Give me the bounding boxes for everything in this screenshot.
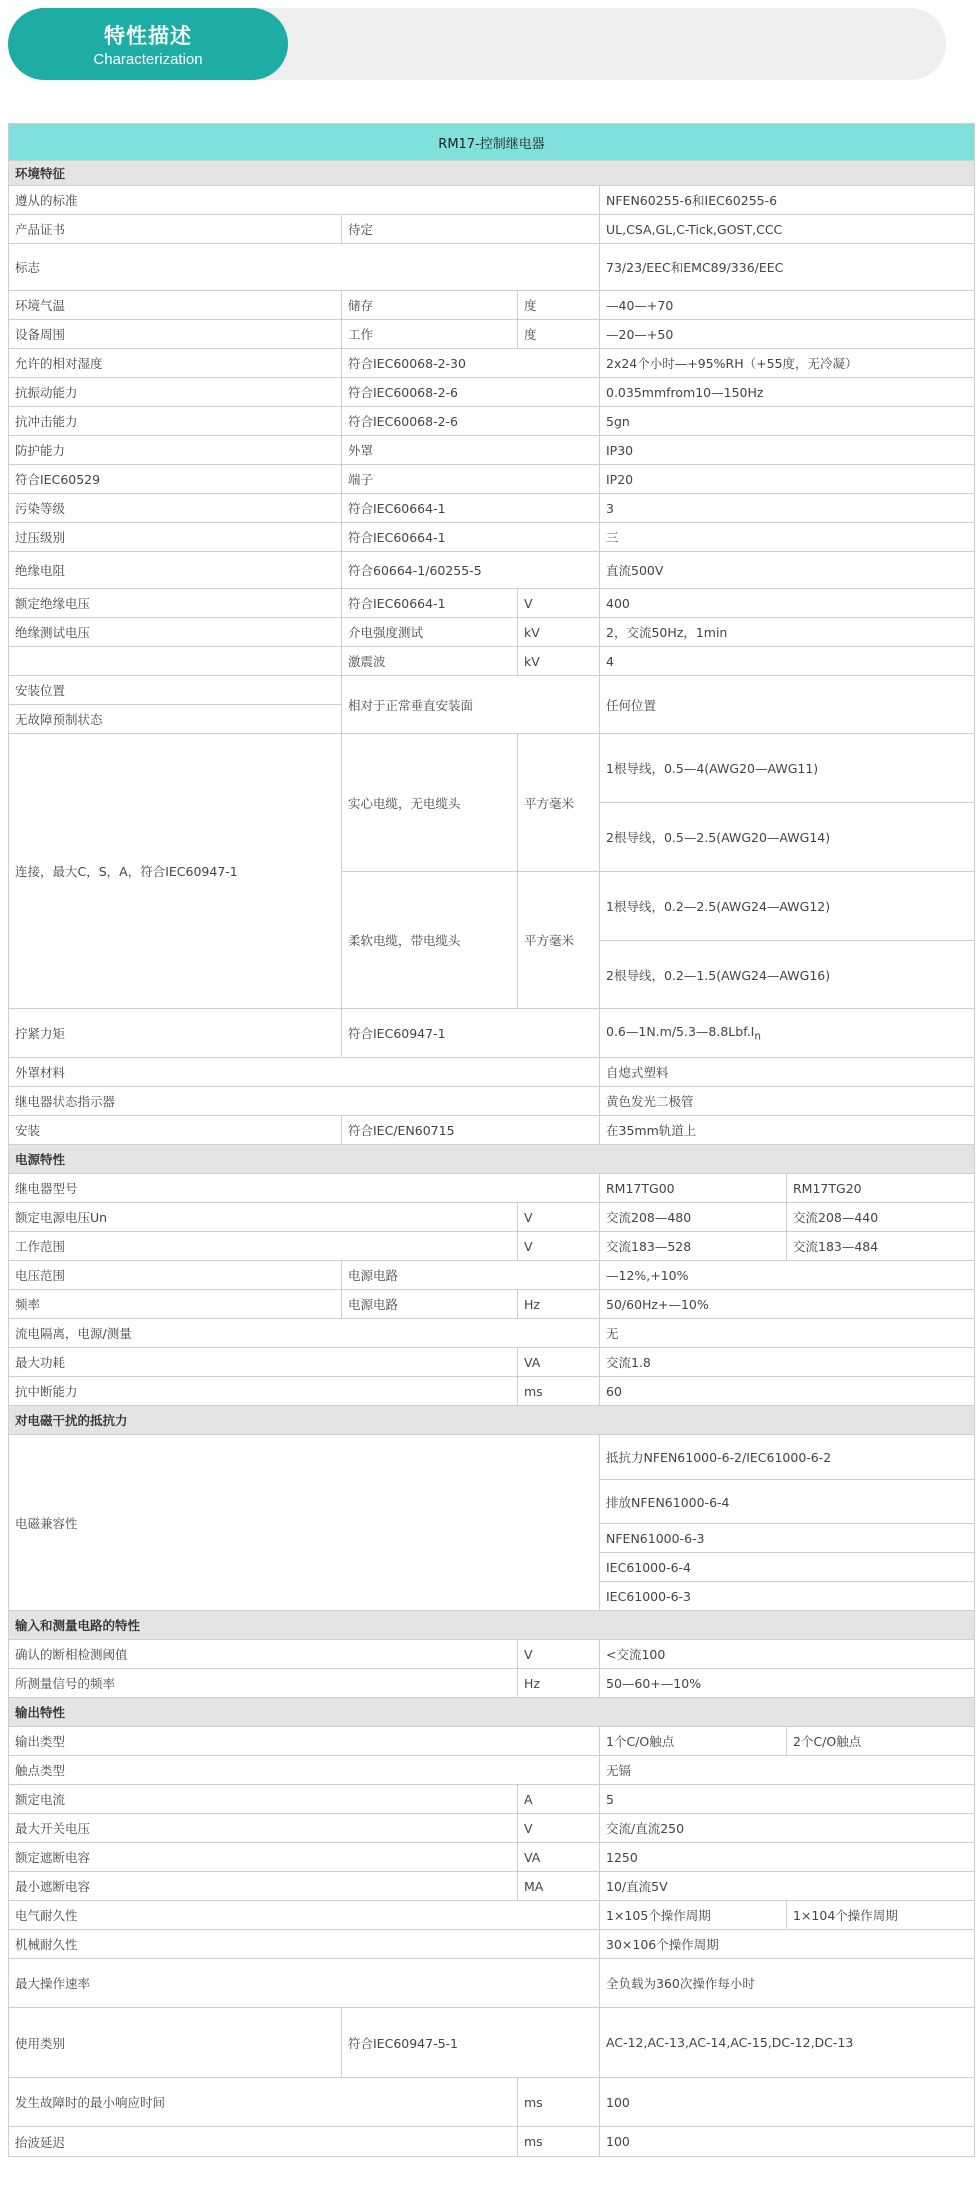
table-row — [9, 618, 975, 647]
row-label: 抗中断能力 — [9, 1377, 518, 1406]
row-value: 1250 — [600, 1843, 975, 1872]
row-label: 额定电流 — [9, 1785, 518, 1814]
table-row — [9, 1959, 975, 2008]
section-row — [9, 1145, 975, 1174]
row-condition: 符合60664-1/60255-5 — [342, 552, 600, 589]
row-value: —40—+70 — [600, 291, 975, 320]
row-label: 安装 — [9, 1116, 342, 1145]
section-power: 电源特性 — [9, 1145, 975, 1174]
row-value: 2x24个小时—+95%RH（+55度，无冷凝） — [600, 349, 975, 378]
row-label: 污染等级 — [9, 494, 342, 523]
table-row — [9, 215, 975, 244]
row-unit: ms — [518, 2078, 600, 2127]
row-value: 400 — [600, 589, 975, 618]
row-unit: 度 — [518, 291, 600, 320]
spec-table — [8, 123, 975, 2157]
row-condition: 符合IEC60664-1 — [342, 494, 600, 523]
row-condition: 端子 — [342, 465, 600, 494]
emc-label: 电磁兼容性 — [9, 1435, 600, 1611]
table-row — [9, 1058, 975, 1087]
table-row — [9, 436, 975, 465]
row-label: 遵从的标准 — [9, 186, 600, 215]
row-value: AC-12,AC-13,AC-14,AC-15,DC-12,DC-13 — [600, 2008, 975, 2078]
row-value: 30×106个操作周期 — [600, 1930, 975, 1959]
header-banner — [8, 8, 288, 80]
row-value: 73/23/EEC和EMC89/336/EEC — [600, 244, 975, 291]
row-unit: ms — [518, 2127, 600, 2157]
table-row — [9, 1930, 975, 1959]
row-label: 额定遮断电容 — [9, 1843, 518, 1872]
row-label: 电压范围 — [9, 1261, 342, 1290]
row-value: IP20 — [600, 465, 975, 494]
table-row — [9, 647, 975, 676]
row-condition: 相对于正常垂直安装面 — [342, 676, 600, 734]
connection-value: 2根导线，0.5—2.5(AWG20—AWG14) — [600, 803, 975, 872]
connection-value: 1根导线，0.5—4(AWG20—AWG11) — [600, 734, 975, 803]
row-value: 全负载为360次操作每小时 — [600, 1959, 975, 2008]
emc-value: IEC61000-6-3 — [600, 1582, 975, 1611]
row-value: 交流1.8 — [600, 1348, 975, 1377]
table-row — [9, 349, 975, 378]
row-label: 绝缘测试电压 — [9, 618, 342, 647]
row-label: 标志 — [9, 244, 600, 291]
row-unit: MA — [518, 1872, 600, 1901]
row-value-a: RM17TG00 — [600, 1174, 787, 1203]
row-value: 3 — [600, 494, 975, 523]
section-input: 输入和测量电路的特性 — [9, 1611, 975, 1640]
row-value: <交流100 — [600, 1640, 975, 1669]
row-label: 过压级别 — [9, 523, 342, 552]
row-label: 输出类型 — [9, 1727, 600, 1756]
section-environment: 环境特征 — [9, 161, 975, 186]
row-value — [600, 1009, 975, 1058]
section-row — [9, 161, 975, 186]
table-row — [9, 1290, 975, 1319]
table-row — [9, 1087, 975, 1116]
row-value: 黄色发光二极管 — [600, 1087, 975, 1116]
header-title-cn: 特性描述 — [104, 24, 192, 48]
row-condition: 储存 — [342, 291, 518, 320]
row-value: 60 — [600, 1377, 975, 1406]
row-label: 拧紧力矩 — [9, 1009, 342, 1058]
row-label: 频率 — [9, 1290, 342, 1319]
row-condition: 外罩 — [342, 436, 600, 465]
row-unit: ms — [518, 1377, 600, 1406]
row-value: 直流500V — [600, 552, 975, 589]
header-title-en: Characterization — [93, 51, 203, 68]
table-row — [9, 1009, 975, 1058]
table-title: RM17-控制继电器 — [9, 124, 975, 161]
row-label: 绝缘电阻 — [9, 552, 342, 589]
row-unit: 度 — [518, 320, 600, 349]
row-value: 4 — [600, 647, 975, 676]
table-row — [9, 1814, 975, 1843]
section-row — [9, 1406, 975, 1435]
table-row — [9, 1756, 975, 1785]
row-value: —12%,+10% — [600, 1261, 975, 1290]
row-condition: 符合IEC60947-5-1 — [342, 2008, 600, 2078]
table-row — [9, 1435, 975, 1480]
row-label: 最大开关电压 — [9, 1814, 518, 1843]
table-title-row — [9, 124, 975, 161]
row-condition: 电源电路 — [342, 1261, 600, 1290]
table-row — [9, 552, 975, 589]
row-label: 机械耐久性 — [9, 1930, 600, 1959]
table-row — [9, 1232, 975, 1261]
section-row — [9, 1698, 975, 1727]
row-value-b: 2个C/O触点 — [787, 1727, 975, 1756]
row-label — [9, 647, 342, 676]
row-value: IP30 — [600, 436, 975, 465]
table-row — [9, 734, 975, 803]
row-unit: Hz — [518, 1669, 600, 1698]
row-value: 5 — [600, 1785, 975, 1814]
table-row — [9, 494, 975, 523]
table-row — [9, 1901, 975, 1930]
row-condition: 符合IEC60947-1 — [342, 1009, 600, 1058]
row-value: 50—60+—10% — [600, 1669, 975, 1698]
row-value: 50/60Hz+—10% — [600, 1290, 975, 1319]
row-value-b: RM17TG20 — [787, 1174, 975, 1203]
table-row — [9, 378, 975, 407]
row-label: 抬波延迟 — [9, 2127, 518, 2157]
row-label: 使用类别 — [9, 2008, 342, 2078]
table-row — [9, 1348, 975, 1377]
row-unit: V — [518, 1640, 600, 1669]
row-label: 抗冲击能力 — [9, 407, 342, 436]
table-row — [9, 1872, 975, 1901]
row-unit: V — [518, 1814, 600, 1843]
table-row — [9, 244, 975, 291]
table-row — [9, 2078, 975, 2127]
row-value: 任何位置 — [600, 676, 975, 734]
row-unit: A — [518, 1785, 600, 1814]
emc-value: 排放NFEN61000-6-4 — [600, 1480, 975, 1524]
row-label: 无故障预制状态 — [9, 705, 342, 734]
emc-value: NFEN61000-6-3 — [600, 1524, 975, 1553]
section-emc: 对电磁干扰的抵抗力 — [9, 1406, 975, 1435]
section-row — [9, 1611, 975, 1640]
row-value: 交流/直流250 — [600, 1814, 975, 1843]
row-value: 在35mm轨道上 — [600, 1116, 975, 1145]
row-label: 触点类型 — [9, 1756, 600, 1785]
row-label: 抗振动能力 — [9, 378, 342, 407]
row-unit: V — [518, 589, 600, 618]
table-row — [9, 291, 975, 320]
connection-label: 连接，最大C，S，A，符合IEC60947-1 — [9, 734, 342, 1009]
row-value: NFEN60255-6和IEC60255-6 — [600, 186, 975, 215]
table-row — [9, 589, 975, 618]
row-value: 自熄式塑料 — [600, 1058, 975, 1087]
row-label: 环境气温 — [9, 291, 342, 320]
row-label: 额定绝缘电压 — [9, 589, 342, 618]
table-row — [9, 2127, 975, 2157]
row-value-a: 1×105个操作周期 — [600, 1901, 787, 1930]
row-value-b: 交流208—440 — [787, 1203, 975, 1232]
table-row — [9, 1640, 975, 1669]
row-unit: VA — [518, 1348, 600, 1377]
row-value: 无镉 — [600, 1756, 975, 1785]
table-row — [9, 1669, 975, 1698]
row-label: 最大操作速率 — [9, 1959, 600, 2008]
table-row — [9, 407, 975, 436]
row-value-b: 交流183—484 — [787, 1232, 975, 1261]
row-label: 确认的断相检测阈值 — [9, 1640, 518, 1669]
row-unit: V — [518, 1203, 600, 1232]
row-unit: kV — [518, 618, 600, 647]
row-label: 设备周围 — [9, 320, 342, 349]
row-value: 100 — [600, 2078, 975, 2127]
row-condition: 电源电路 — [342, 1290, 518, 1319]
row-value-a: 交流208—480 — [600, 1203, 787, 1232]
row-label: 允许的相对湿度 — [9, 349, 342, 378]
connection-value: 1根导线，0.2—2.5(AWG24—AWG12) — [600, 872, 975, 941]
row-condition: 介电强度测试 — [342, 618, 518, 647]
row-value: 100 — [600, 2127, 975, 2157]
row-value-b: 1×104个操作周期 — [787, 1901, 975, 1930]
row-value: 2，交流50Hz，1min — [600, 618, 975, 647]
emc-value: 抵抗力NFEN61000-6-2/IEC61000-6-2 — [600, 1435, 975, 1480]
row-label: 额定电源电压Un — [9, 1203, 518, 1232]
torque-subscript: n — [754, 1030, 761, 1043]
row-value: 10/直流5V — [600, 1872, 975, 1901]
table-row — [9, 1727, 975, 1756]
row-condition: 符合IEC/EN60715 — [342, 1116, 600, 1145]
connection-unit: 平方毫米 — [518, 872, 600, 1009]
connection-value: 2根导线，0.2—1.5(AWG24—AWG16) — [600, 941, 975, 1009]
table-row — [9, 1261, 975, 1290]
table-row — [9, 320, 975, 349]
row-condition: 工作 — [342, 320, 518, 349]
table-row — [9, 1203, 975, 1232]
table-row — [9, 465, 975, 494]
row-unit: kV — [518, 647, 600, 676]
table-row — [9, 1174, 975, 1203]
table-row — [9, 2008, 975, 2078]
row-label: 继电器状态指示器 — [9, 1087, 600, 1116]
row-value: 5gn — [600, 407, 975, 436]
row-unit: Hz — [518, 1290, 600, 1319]
row-label: 最小遮断电容 — [9, 1872, 518, 1901]
row-value: UL,CSA,GL,C-Tick,GOST,CCC — [600, 215, 975, 244]
row-value-a: 1个C/O触点 — [600, 1727, 787, 1756]
section-output: 输出特性 — [9, 1698, 975, 1727]
table-row — [9, 1116, 975, 1145]
row-label: 发生故障时的最小响应时间 — [9, 2078, 518, 2127]
row-label: 最大功耗 — [9, 1348, 518, 1377]
row-label: 所测量信号的频率 — [9, 1669, 518, 1698]
row-value: 0.035mmfrom10—150Hz — [600, 378, 975, 407]
connection-solid: 实心电缆，无电缆头 — [342, 734, 518, 872]
row-condition: 符合IEC60068-2-6 — [342, 378, 600, 407]
table-row — [9, 1377, 975, 1406]
row-condition: 符合IEC60068-2-30 — [342, 349, 600, 378]
torque-value: 0.6—1N.m/5.3—8.8Lbf.I — [606, 1023, 755, 1039]
emc-value: IEC61000-6-4 — [600, 1553, 975, 1582]
row-label: 继电器型号 — [9, 1174, 600, 1203]
row-unit: V — [518, 1232, 600, 1261]
row-label: 产品证书 — [9, 215, 342, 244]
row-condition: 待定 — [342, 215, 600, 244]
row-value: —20—+50 — [600, 320, 975, 349]
connection-flex: 柔软电缆，带电缆头 — [342, 872, 518, 1009]
row-label: 符合IEC60529 — [9, 465, 342, 494]
table-row — [9, 1785, 975, 1814]
row-label: 外罩材料 — [9, 1058, 600, 1087]
row-condition: 符合IEC60664-1 — [342, 523, 600, 552]
row-value: 三 — [600, 523, 975, 552]
row-unit: VA — [518, 1843, 600, 1872]
row-label: 电气耐久性 — [9, 1901, 600, 1930]
row-label: 安装位置 — [9, 676, 342, 705]
table-row — [9, 1319, 975, 1348]
row-condition: 符合IEC60664-1 — [342, 589, 518, 618]
row-label: 防护能力 — [9, 436, 342, 465]
connection-unit: 平方毫米 — [518, 734, 600, 872]
row-condition: 符合IEC60068-2-6 — [342, 407, 600, 436]
table-row — [9, 676, 975, 705]
row-value: 无 — [600, 1319, 975, 1348]
table-row — [9, 523, 975, 552]
row-value-a: 交流183—528 — [600, 1232, 787, 1261]
table-row — [9, 1843, 975, 1872]
table-row — [9, 186, 975, 215]
row-condition: 激震波 — [342, 647, 518, 676]
row-label: 工作范围 — [9, 1232, 518, 1261]
row-label: 流电隔离，电源/测量 — [9, 1319, 600, 1348]
